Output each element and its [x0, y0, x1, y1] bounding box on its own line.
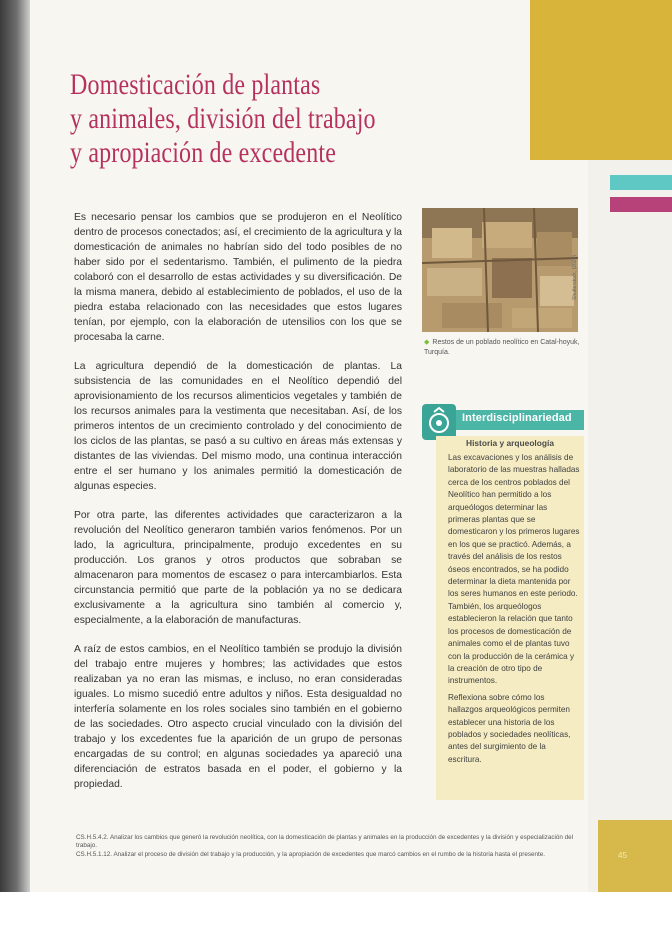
paragraph-3: Por otra parte, las diferentes actividades que caracterizaron a la revolución del Neolítico generaron también varios fenómenos. Por un lado, la agricultura, principalmente, produjo excedentes en su producción. Los granos y otros productos que sobraban se almacenaron para momentos de escasez o para intercambiarlos. Esta circunstancia permitió que parte de la población ya no se dedicara exclusivamente a la agricultura sino también al comercio y, especialmente, a la elaboración de manufacturas. [74, 510, 402, 626]
section-tab-pink [610, 197, 672, 212]
photo-caption-text: Restos de un poblado neolítico en Catal-hoyuk, Turquía. [424, 339, 580, 356]
footer-line-2: CS.H.5.1.12. Analizar el proceso de división del trabajo y la producción, y la apropiación de excedentes que marcó cambios en el rumbo de la historia hasta el presente. [76, 850, 546, 858]
page-number-tab [598, 820, 672, 892]
photo-credit: Shutterstock, (2020) [572, 254, 578, 300]
photo-illustration [422, 208, 578, 332]
interdisciplinary-icon [422, 404, 456, 440]
footer-line-1: CS.H.5.4.2. Analizar los cambios que generó la revolución neolítica, con la domesticación de plantas y animales en la producción de excedentes y la división y especialización del trabajo. [76, 834, 574, 850]
paragraph-2: La agricultura dependió de la domesticación de plantas. La subsistencia de las comunidades en el Neolítico dependió del aprovisionamiento de los recursos alimenticios vegetales y también de los recursos animales para la vestimenta que necesitaban. Así, de los primeros intentos de un crecimiento controlado y del conocimiento de los ciclos de las plantas, se pasó a su cultivo en áreas más extensas y distantes de las viviendas. Del mismo modo, una continua interacción entre el ser humano y los animales permitió la domesticación de algunas especies. [74, 361, 402, 492]
sidebar-paragraph-1: Las excavaciones y los análisis de laboratorio de las muestras halladas cerca de los centros poblados del Neolítico han permitido a los arqueólogos determinar las primeras plantas que se domesticaron y los primeros lugares en los que se practicó. Además, a través del análisis de los restos óseos encontrados, se ha podido determinar la dieta mantenida por los seres humanos en este periodo. También, los arqueólogos establecieron la relación que tanto los procesos de domesticación de animales como el de plantas tuvo con la producción de la cerámica y la creación de otro tipo de instrumentos. [448, 453, 580, 686]
title-line-3: y apropiación de excedente [70, 136, 337, 169]
sidebar-title: Interdisciplinariedad [462, 412, 572, 424]
interdisciplinary-icon-graphic [422, 404, 456, 440]
section-tab-yellow [530, 0, 672, 160]
page-number: 45 [618, 851, 627, 860]
title-line-1: Domesticación de plantas [70, 68, 321, 101]
title-line-2: y animales, división del trabajo [70, 102, 376, 135]
paragraph-4: A raíz de estos cambios, en el Neolítico también se produjo la división del trabajo entre mujeres y hombres; las actividades que estos realizaban ya no eran las mismas, e incluso, no eran consideradas iguales. Lo mismo sucedió entre adultos y niños. Esta desigualdad no interfería solamente en los roles sociales sino también en el gobierno de las sociedades. Otro aspecto crucial vinculado con la división del trabajo y los excedentes fue la aparición de un grupo de personas encargadas de su control; en algunas sociedades ya apareció una diferenciación de estratos basada en el poder, el gobierno y la propiedad. [74, 644, 402, 790]
sidebar-text [448, 452, 580, 770]
archaeological-site-photo [422, 208, 578, 332]
book-spine-shadow [0, 0, 30, 892]
paragraph-1: Es necesario pensar los cambios que se produjeron en el Neolítico dentro de procesos conectados; así, el crecimiento de la agricultura y la domesticación de animales no habrían sido del todo posibles de no haber sido por el sedentarismo. También, el pulimento de la piedra colaboró con el desarrollo de estas actividades y su diversificación. De la misma manera, debido al establecimiento de poblados, el uso de la piedra estaba relacionado con las necesidades que estos lugares tenían, por ejemplo, con la elaboración de utensilios con los que se procesaba la carne. [74, 212, 402, 343]
sidebar-subtitle: Historia y arqueología [466, 438, 554, 448]
scan-bottom-margin [0, 892, 672, 950]
sidebar-paragraph-2: Reflexiona sobre cómo los hallazgos arqueológicos permiten establecer una historia de los poblados y sociedades neolíticas, antes del surgimiento de la escritura. [448, 692, 571, 764]
page-title [70, 68, 406, 170]
bullet-icon: ◆ [424, 339, 430, 346]
curriculum-footer [76, 834, 581, 859]
main-text-column [74, 210, 402, 806]
photo-caption [424, 338, 580, 358]
section-tab-teal [610, 175, 672, 190]
interdisciplinary-sidebar [418, 400, 584, 800]
